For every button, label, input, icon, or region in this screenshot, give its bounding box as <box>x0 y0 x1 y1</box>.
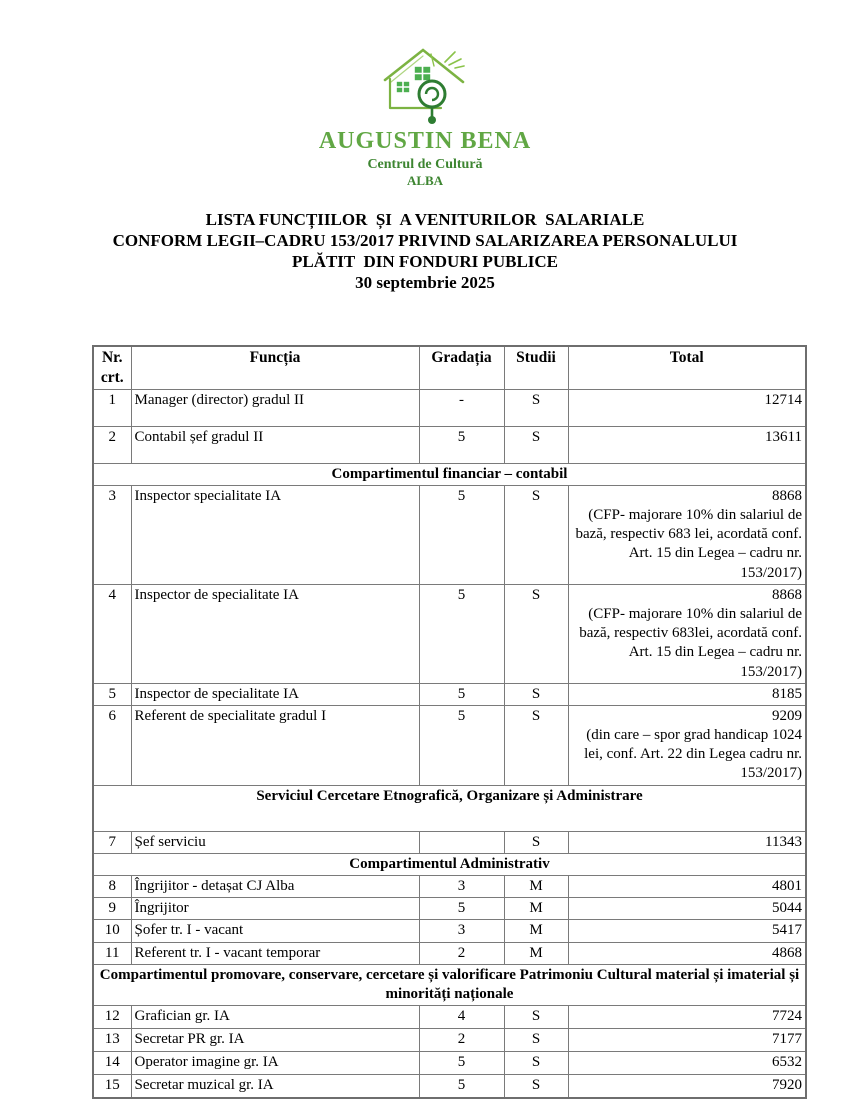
table-header-row <box>93 346 806 389</box>
cell-nr: 2 <box>93 426 131 463</box>
cell-functia: Referent de specialitate gradul I <box>131 705 419 785</box>
cell-studii: S <box>504 1006 568 1029</box>
cell-nr: 4 <box>93 584 131 683</box>
table-row <box>93 705 806 785</box>
cell-functia: Îngrijitor <box>131 898 419 920</box>
cell-studii: S <box>504 1029 568 1052</box>
cell-functia: Operator imagine gr. IA <box>131 1052 419 1075</box>
cell-gradatia: 5 <box>419 1075 504 1098</box>
cell-gradatia: 5 <box>419 683 504 705</box>
section-label: Compartimentul promovare, conservare, cercetare și valorificare Patrimoniu Cultural material și imaterial și minorități naționale <box>93 964 806 1005</box>
cell-total <box>568 920 806 942</box>
total-amount: 7724 <box>772 1008 802 1025</box>
table-row <box>93 584 806 683</box>
total-note: (CFP- majorare 10% din salariul de bază, respectiv 683lei, acordată conf. Art. 15 din Legea – cadru nr. 153/2017) <box>579 605 802 680</box>
header-studii: Studii <box>504 346 568 389</box>
cell-gradatia: 3 <box>419 876 504 898</box>
cell-gradatia: 5 <box>419 705 504 785</box>
cell-nr: 5 <box>93 683 131 705</box>
org-location: ALBA <box>406 173 444 188</box>
cell-total <box>568 942 806 964</box>
cell-nr: 7 <box>93 831 131 853</box>
cell-nr: 11 <box>93 942 131 964</box>
cell-studii: S <box>504 389 568 426</box>
cell-studii: S <box>504 683 568 705</box>
cell-gradatia: 5 <box>419 426 504 463</box>
cell-nr: 3 <box>93 485 131 584</box>
cell-gradatia <box>419 831 504 853</box>
cell-nr: 8 <box>93 876 131 898</box>
section-row <box>93 463 806 485</box>
total-amount: 7177 <box>772 1031 802 1048</box>
cell-gradatia: 5 <box>419 485 504 584</box>
total-amount: 4868 <box>772 944 802 961</box>
cell-studii: S <box>504 705 568 785</box>
total-amount: 13611 <box>765 428 802 445</box>
table-row <box>93 898 806 920</box>
cell-studii: S <box>504 1075 568 1098</box>
cell-total <box>568 584 806 683</box>
section-label: Compartimentul Administrativ <box>93 853 806 875</box>
cell-functia: Inspector de specialitate IA <box>131 683 419 705</box>
cell-total <box>568 831 806 853</box>
cell-total <box>568 1006 806 1029</box>
table-row <box>93 485 806 584</box>
total-amount: 5417 <box>772 922 802 939</box>
cell-functia: Șef serviciu <box>131 831 419 853</box>
cell-nr: 10 <box>93 920 131 942</box>
section-row <box>93 964 806 1005</box>
table-row <box>93 1006 806 1029</box>
table-row <box>93 1029 806 1052</box>
title-line-2: CONFORM LEGII–CADRU 153/2017 PRIVIND SALARIZAREA PERSONALULUI <box>112 231 738 250</box>
cell-studii: S <box>504 485 568 584</box>
house-music-note-icon <box>371 42 479 126</box>
cell-gradatia: 5 <box>419 584 504 683</box>
cell-functia: Îngrijitor - detașat CJ Alba <box>131 876 419 898</box>
cell-functia: Secretar muzical gr. IA <box>131 1075 419 1098</box>
cell-studii: S <box>504 584 568 683</box>
table-row <box>93 876 806 898</box>
cell-nr: 1 <box>93 389 131 426</box>
total-amount: 7920 <box>772 1077 802 1094</box>
title-line-3: PLĂTIT DIN FONDURI PUBLICE <box>291 252 559 271</box>
cell-functia: Manager (director) gradul II <box>131 389 419 426</box>
header-nr-crt: Nr. crt. <box>93 346 131 389</box>
cell-studii: S <box>504 831 568 853</box>
table-row <box>93 831 806 853</box>
table-row <box>93 1052 806 1075</box>
salary-table <box>92 345 807 1099</box>
cell-functia: Șofer tr. I - vacant <box>131 920 419 942</box>
table-row <box>93 920 806 942</box>
logo <box>0 0 850 189</box>
section-label: Compartimentul financiar – contabil <box>93 463 806 485</box>
cell-nr: 6 <box>93 705 131 785</box>
table-row <box>93 683 806 705</box>
section-label: Serviciul Cercetare Etnografică, Organizare și Administrare <box>93 785 806 831</box>
total-amount: 8868 <box>772 487 802 504</box>
total-note: (CFP- majorare 10% din salariul de bază, respectiv 683 lei, acordată conf. Art. 15 din Legea – cadru nr. 153/2017) <box>575 507 802 581</box>
cell-total <box>568 485 806 584</box>
cell-total <box>568 705 806 785</box>
total-amount: 11343 <box>765 833 802 850</box>
cell-studii: M <box>504 920 568 942</box>
cell-total <box>568 426 806 463</box>
cell-total <box>568 683 806 705</box>
total-note: (din care – spor grad handicap 1024 lei, conf. Art. 22 din Legea cadru nr. 153/2017) <box>584 727 802 782</box>
cell-gradatia: 4 <box>419 1006 504 1029</box>
title-line-1: LISTA FUNCȚIILOR ȘI A VENITURILOR SALARIALE <box>205 210 645 229</box>
cell-gradatia: 3 <box>419 920 504 942</box>
cell-gradatia: 2 <box>419 1029 504 1052</box>
cell-nr: 12 <box>93 1006 131 1029</box>
section-row <box>93 785 806 831</box>
org-subtitle: Centrul de Cultură <box>367 157 483 172</box>
cell-nr: 13 <box>93 1029 131 1052</box>
total-amount: 5044 <box>772 900 802 917</box>
table-row <box>93 942 806 964</box>
cell-total <box>568 876 806 898</box>
total-amount: 4801 <box>772 878 802 895</box>
total-amount: 8185 <box>772 685 802 702</box>
cell-nr: 14 <box>93 1052 131 1075</box>
org-name: AUGUSTIN BENA <box>318 128 532 154</box>
cell-studii: S <box>504 1052 568 1075</box>
cell-studii: M <box>504 876 568 898</box>
cell-gradatia: - <box>419 389 504 426</box>
total-amount: 9209 <box>772 707 802 724</box>
cell-functia: Inspector de specialitate IA <box>131 584 419 683</box>
cell-gradatia: 2 <box>419 942 504 964</box>
header-functia: Funcția <box>131 346 419 389</box>
total-amount: 8868 <box>772 586 802 603</box>
section-row <box>93 853 806 875</box>
table-row <box>93 426 806 463</box>
cell-functia: Inspector specialitate IA <box>131 485 419 584</box>
cell-studii: M <box>504 898 568 920</box>
cell-gradatia: 5 <box>419 1052 504 1075</box>
cell-functia: Referent tr. I - vacant temporar <box>131 942 419 964</box>
document-title <box>0 209 850 293</box>
cell-total <box>568 1029 806 1052</box>
cell-nr: 15 <box>93 1075 131 1098</box>
header-total: Total <box>568 346 806 389</box>
cell-total <box>568 1052 806 1075</box>
cell-total <box>568 1075 806 1098</box>
table-row <box>93 1075 806 1098</box>
cell-total <box>568 898 806 920</box>
cell-gradatia: 5 <box>419 898 504 920</box>
cell-studii: M <box>504 942 568 964</box>
header-gradatia: Gradația <box>419 346 504 389</box>
cell-functia: Grafician gr. IA <box>131 1006 419 1029</box>
cell-studii: S <box>504 426 568 463</box>
cell-functia: Contabil șef gradul II <box>131 426 419 463</box>
cell-total <box>568 389 806 426</box>
title-date: 30 septembrie 2025 <box>355 273 495 292</box>
total-amount: 6532 <box>772 1054 802 1071</box>
cell-functia: Secretar PR gr. IA <box>131 1029 419 1052</box>
cell-nr: 9 <box>93 898 131 920</box>
total-amount: 12714 <box>764 391 802 408</box>
table-row <box>93 389 806 426</box>
